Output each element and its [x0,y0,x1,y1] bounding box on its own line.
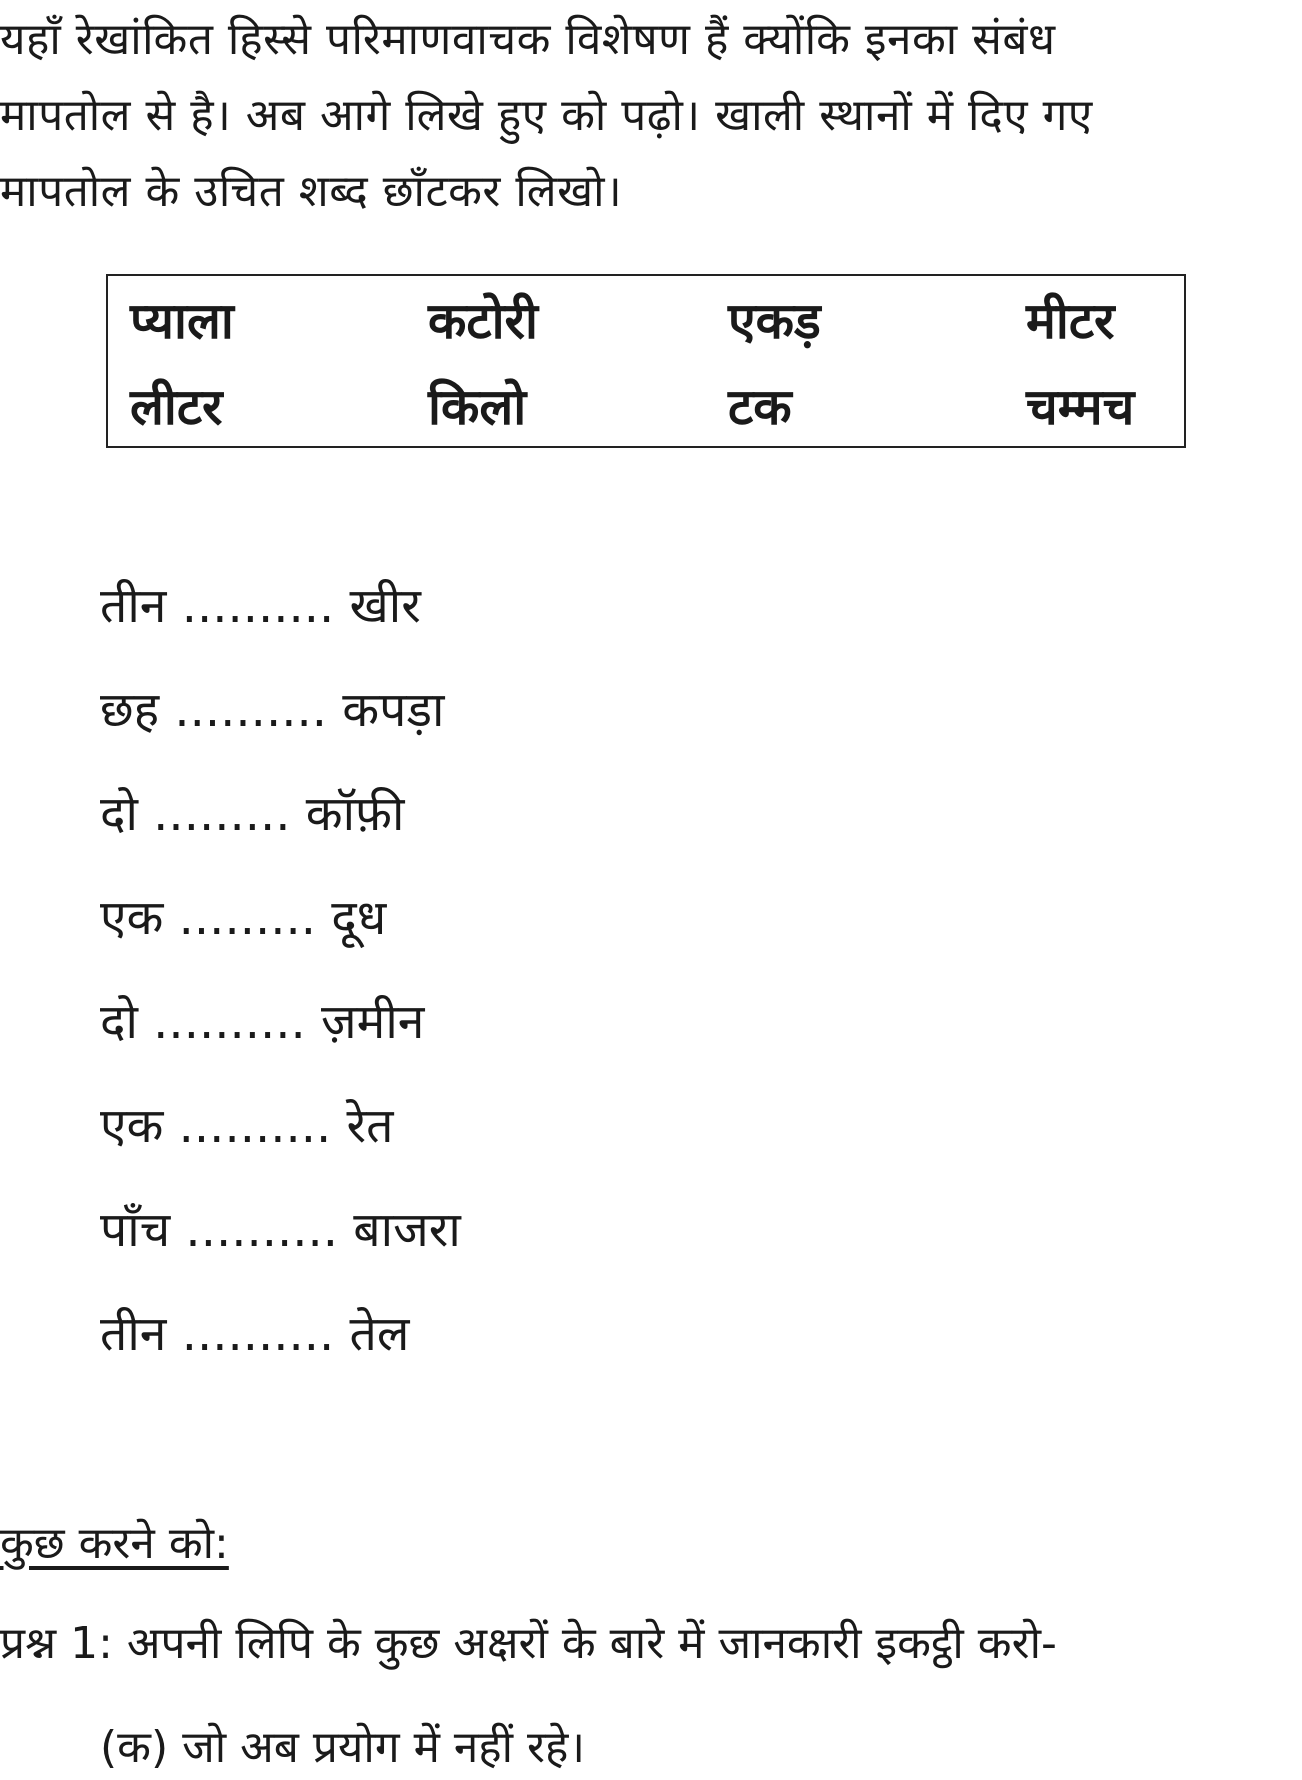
question-text: प्रश्न 1: अपनी लिपि के कुछ अक्षरों के बारे में जानकारी इकट्ठी करो- [0,1618,1057,1669]
fill-in-blank-list [100,570,461,1402]
fill-in-blank-item: एक ......... दूध [100,890,387,946]
word-bank-item: प्याला [130,292,234,350]
fill-in-blank-item: छह .......... कपड़ा [100,682,445,738]
activity-heading: कुछ करने को: [0,1518,229,1569]
word-bank-item: कटोरी [428,292,538,350]
word-bank-item: चम्मच [1026,378,1135,436]
intro-line: मापतोल से है। अब आगे लिखे हुए को पढ़ो। खाली स्थानों में दिए गए [0,90,1093,141]
intro-paragraph [0,2,1302,230]
word-bank-item: लीटर [130,378,223,436]
intro-line: मापतोल के उचित शब्द छाँटकर लिखो। [0,166,623,217]
word-bank-item: किलो [428,378,527,436]
word-bank-item: एकड़ [728,292,821,350]
word-bank-item: मीटर [1026,292,1115,350]
fill-in-blank-item: एक .......... रेत [100,1098,394,1154]
fill-in-blank-item: तीन .......... तेल [100,1306,410,1362]
question-sub-item: (क) जो अब प्रयोग में नहीं रहे। [100,1722,586,1773]
fill-in-blank-item: तीन .......... खीर [100,578,421,634]
word-bank-item: टक [728,378,792,436]
intro-line: यहाँ रेखांकित हिस्से परिमाणवाचक विशेषण हैं क्योंकि इनका संबंध [0,14,1056,65]
fill-in-blank-item: दो ......... कॉफ़ी [100,786,405,842]
fill-in-blank-item: पाँच .......... बाजरा [100,1202,461,1258]
word-bank-box [106,274,1186,448]
fill-in-blank-item: दो .......... ज़मीन [100,994,425,1050]
